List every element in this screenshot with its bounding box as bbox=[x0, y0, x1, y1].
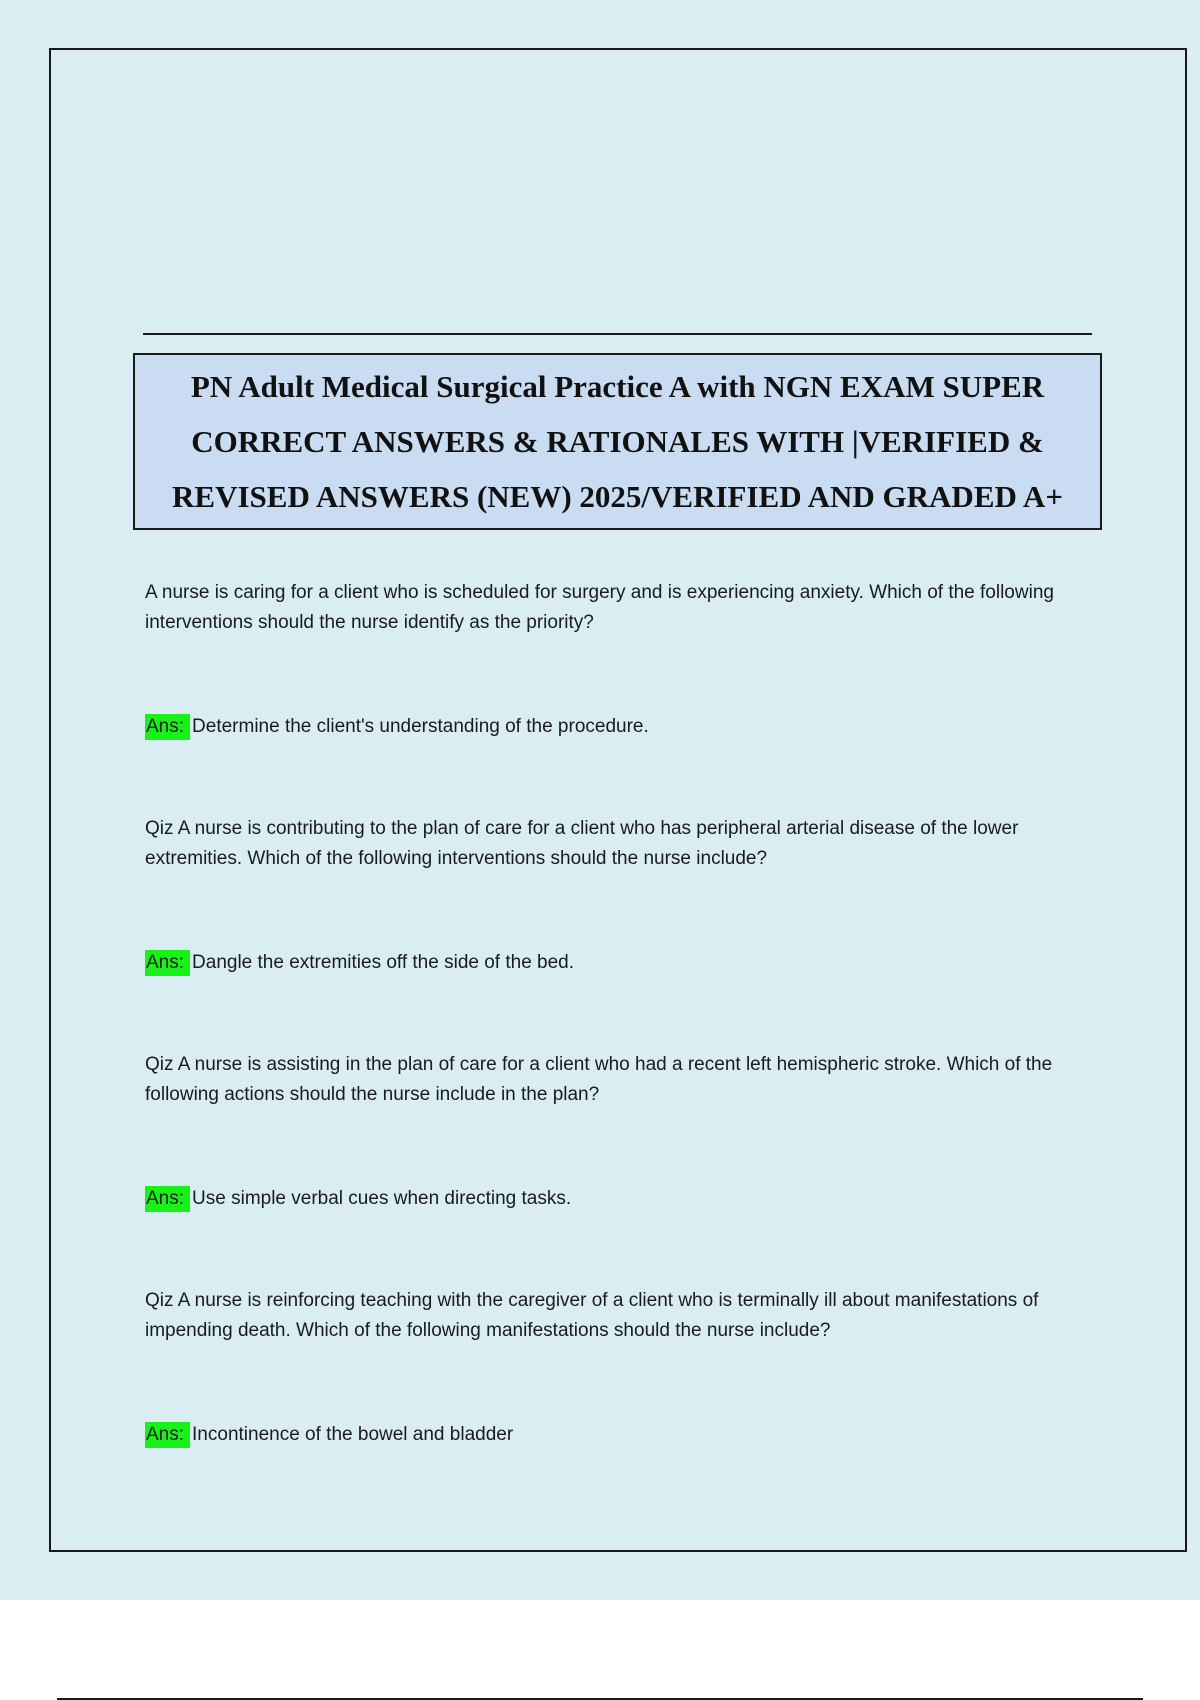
question-1: A nurse is caring for a client who is scheduled for surgery and is experiencing anxiety. Which of the following interventions should the nurse identify as the priority? bbox=[145, 582, 1054, 633]
answer-text: Use simple verbal cues when directing tasks. bbox=[192, 1188, 572, 1209]
answer-text: Determine the client's understanding of the procedure. bbox=[192, 716, 649, 737]
answer-2 bbox=[145, 950, 1095, 976]
answer-text: Dangle the extremities off the side of the bed. bbox=[192, 952, 575, 973]
answer-text: Incontinence of the bowel and bladder bbox=[192, 1424, 514, 1445]
question-2: Qiz A nurse is contributing to the plan of care for a client who has peripheral arterial disease of the lower extremities. Which of the following interventions should the nurse include? bbox=[145, 818, 1019, 869]
answer-3 bbox=[145, 1186, 1095, 1212]
document-title: PN Adult Medical Surgical Practice A with NGN EXAM SUPER CORRECT ANSWERS & RATIONALES WITH |VERIFIED & REVISED ANSWERS (NEW) 2025/VERIFIED AND GRADED A+ bbox=[172, 369, 1063, 514]
question-3: Qiz A nurse is assisting in the plan of care for a client who had a recent left hemispheric stroke. Which of the following actions should the nurse include in the plan? bbox=[145, 1054, 1053, 1105]
answer-4 bbox=[145, 1422, 1095, 1448]
answer-label: Ans: bbox=[145, 950, 190, 976]
answer-1 bbox=[145, 714, 1095, 740]
answer-label: Ans: bbox=[145, 1422, 190, 1448]
answer-label: Ans: bbox=[145, 1186, 190, 1212]
question-4: Qiz A nurse is reinforcing teaching with the caregiver of a client who is terminally ill about manifestations of impending death. Which of the following manifestations should the nurse include? bbox=[145, 1290, 1039, 1341]
answer-label: Ans: bbox=[145, 714, 190, 740]
title-top-rule bbox=[143, 333, 1092, 335]
title-box bbox=[133, 353, 1102, 530]
